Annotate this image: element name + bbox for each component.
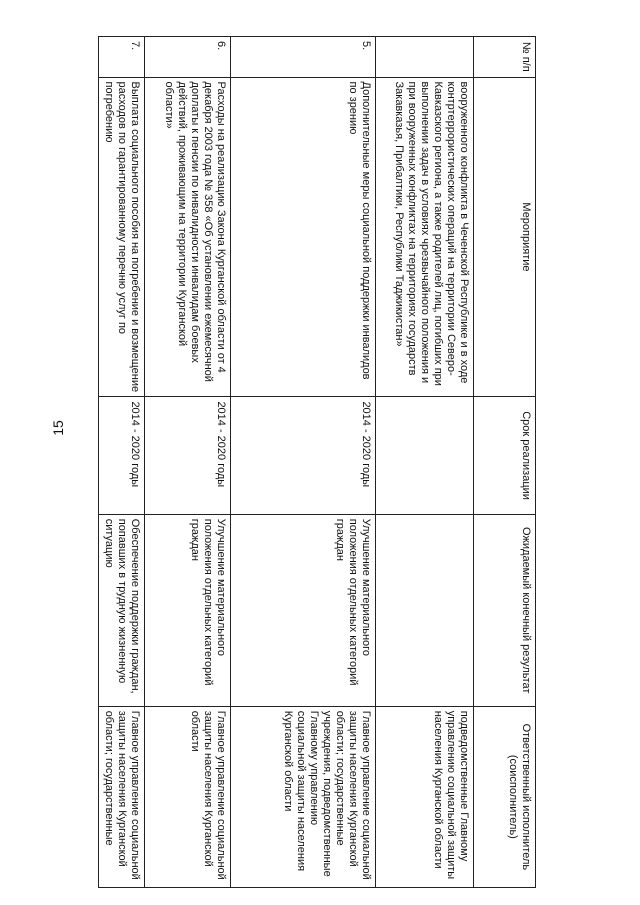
- cell-executor: Главное управление социальной защиты населения Курганской области; государственные учреждения, подведомственные Главному управлению социальной защиты населения Курганской области: [231, 706, 376, 887]
- header-executor: Ответственный исполнитель (соисполнитель): [474, 706, 536, 887]
- cell-num: 6.: [145, 37, 231, 78]
- cell-measure: Расходы на реализацию Закона Курганской области от 4 декабря 2003 года № 358 «Об установлении ежемесячной доплаты к пенсии по инвалидности инвалидам боевых действий, проживающим на территории Курганской области»: [145, 77, 231, 397]
- header-num: № п/п: [474, 37, 536, 78]
- table-row: [231, 37, 376, 888]
- table-row: [145, 37, 231, 888]
- cell-result: [376, 514, 474, 706]
- rotated-document-table: [103, 36, 536, 888]
- header-measure: Мероприятие: [474, 77, 536, 397]
- header-result: Ожидаемый конечный результат: [474, 514, 536, 706]
- cell-result: Улучшение материального положения отдельных категорий граждан: [231, 514, 376, 706]
- cell-num: 5.: [231, 37, 376, 78]
- table-row: [99, 37, 145, 888]
- measures-table: [98, 36, 536, 888]
- header-term: Срок реализации: [474, 397, 536, 514]
- cell-term: 2014 - 2020 годы: [145, 397, 231, 514]
- cell-term: [376, 397, 474, 514]
- cell-measure: вооруженного конфликта в Чеченской Республике и в ходе контртеррористических операций на территории Северо-Кавказского региона, а также родителей лиц, погибших при выполнении задач в условиях чрезвычайного положения и при вооруженных конфликтах на территориях государств Закавказья, Прибалтики, Республики Таджикистан»: [376, 77, 474, 397]
- cell-term: 2014 - 2020 годы: [231, 397, 376, 514]
- cell-executor: Главное управление социальной защиты населения Курганской области: [145, 706, 231, 887]
- cell-executor: подведомственные Главному управлению социальной защиты населения Курганской области: [376, 706, 474, 887]
- cell-measure: Выплата социального пособия на погребение и возмещение расходов по гарантированному перечню услуг по погребению: [99, 77, 145, 397]
- cell-result: Улучшение материального положения отдельных категорий граждан: [145, 514, 231, 706]
- cell-term: 2014 - 2020 годы: [99, 397, 145, 514]
- cell-num: 7.: [99, 37, 145, 78]
- cell-executor: Главное управление социальной защиты населения Курганской области; государственные: [99, 706, 145, 887]
- table-row: [376, 37, 474, 888]
- cell-measure: Дополнительные меры социальной поддержки инвалидов по зрению: [231, 77, 376, 397]
- table-header-row: [474, 37, 536, 888]
- cell-num: [376, 37, 474, 78]
- cell-result: Обеспечение поддержки граждан, попавших в трудную жизненную ситуацию: [99, 514, 145, 706]
- page-number: 15: [49, 420, 66, 436]
